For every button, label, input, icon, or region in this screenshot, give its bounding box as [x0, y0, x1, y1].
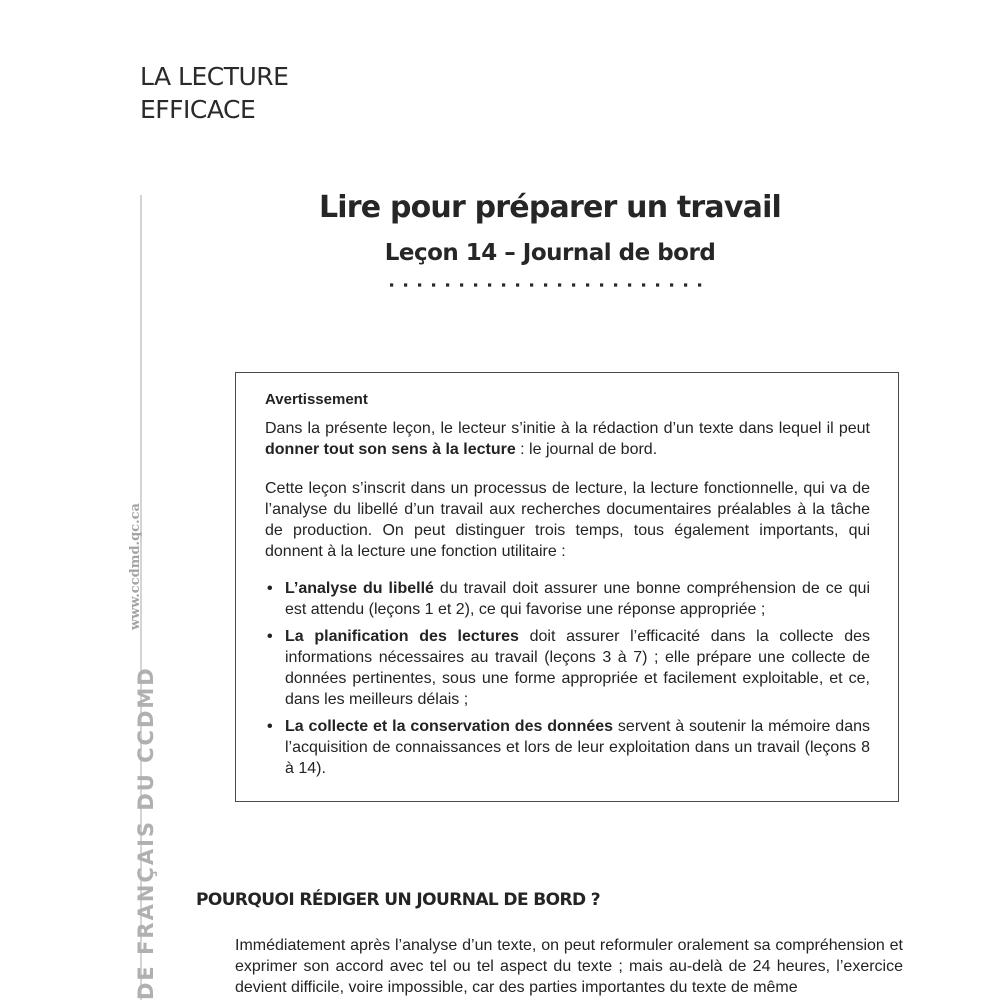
- header-line-1: LA LECTURE: [140, 62, 289, 91]
- bullet-icon: •: [267, 580, 273, 597]
- page-title: Lire pour préparer un travail: [318, 190, 782, 225]
- page-subtitle: Leçon 14 – Journal de bord: [384, 240, 716, 266]
- list-item: [265, 716, 870, 779]
- section-title: POURQUOI RÉDIGER UN JOURNAL DE BORD ?: [196, 890, 601, 910]
- list-item: [265, 578, 870, 620]
- list-item-bold: L’analyse du libellé: [285, 580, 434, 597]
- notice-paragraph-1: [265, 418, 870, 460]
- document-header: [140, 60, 288, 126]
- bullet-icon: •: [267, 718, 273, 735]
- list-item: [265, 626, 870, 710]
- notice-p1-bold: donner tout son sens à la lecture: [265, 441, 516, 458]
- list-item-text: servent à soutenir la mémoire dans l’acquisition de connaissances et lors de leur exploitation dans un travail (leçons 8 à 14).: [285, 718, 870, 777]
- header-line-2: EFFICACE: [140, 95, 256, 124]
- list-item-bold: La planification des lectures: [285, 628, 519, 645]
- notice-p1-end: : le journal de bord.: [515, 441, 658, 458]
- section-body: Immédiatement après l’analyse d’un texte, on peut reformuler oralement sa compréhension et exprimer son accord avec tel ou tel aspect du texte ; mais au-delà de 24 heures, l’exercice devient difficile, voire impossible, car des parties importantes du texte de même: [235, 937, 903, 996]
- dotted-separator: [388, 282, 710, 288]
- notice-p1-text: Dans la présente leçon, le lecteur s’initie à la rédaction d’un texte dans lequel il peut: [265, 420, 870, 437]
- list-item-text: du travail doit assurer une bonne compréhension de ce qui est attendu (leçons 1 et 2), ce qui favorise une réponse appropriée ;: [285, 580, 870, 618]
- notice-bullet-list: [265, 578, 870, 779]
- notice-heading: Avertissement: [265, 391, 368, 408]
- sidebar-brand: DE FRANÇAIS DU CCDMD: [134, 666, 158, 1000]
- notice-box: [235, 372, 899, 802]
- bullet-icon: •: [267, 628, 273, 645]
- list-item-text: doit assurer l’efficacité dans la collecte des informations nécessaires au travail (leçons 3 à 7) ; elle prépare une collecte de données pertinentes, sous une forme appropriée et facilement exploitable, et ce, dans les meilleurs délais ;: [285, 628, 871, 708]
- list-item-bold: La collecte et la conservation des données: [285, 718, 614, 735]
- sidebar-url: www.ccdmd.qc.ca: [128, 503, 143, 630]
- notice-paragraph-2: Cette leçon s’inscrit dans un processus de lecture, la lecture fonctionnelle, qui va de l’analyse du libellé d’un travail aux recherches documentaires préalables à la tâche de production. On peut distinguer trois temps, tous également importants, qui donnent à la lecture une fonction utilitaire :: [265, 480, 870, 560]
